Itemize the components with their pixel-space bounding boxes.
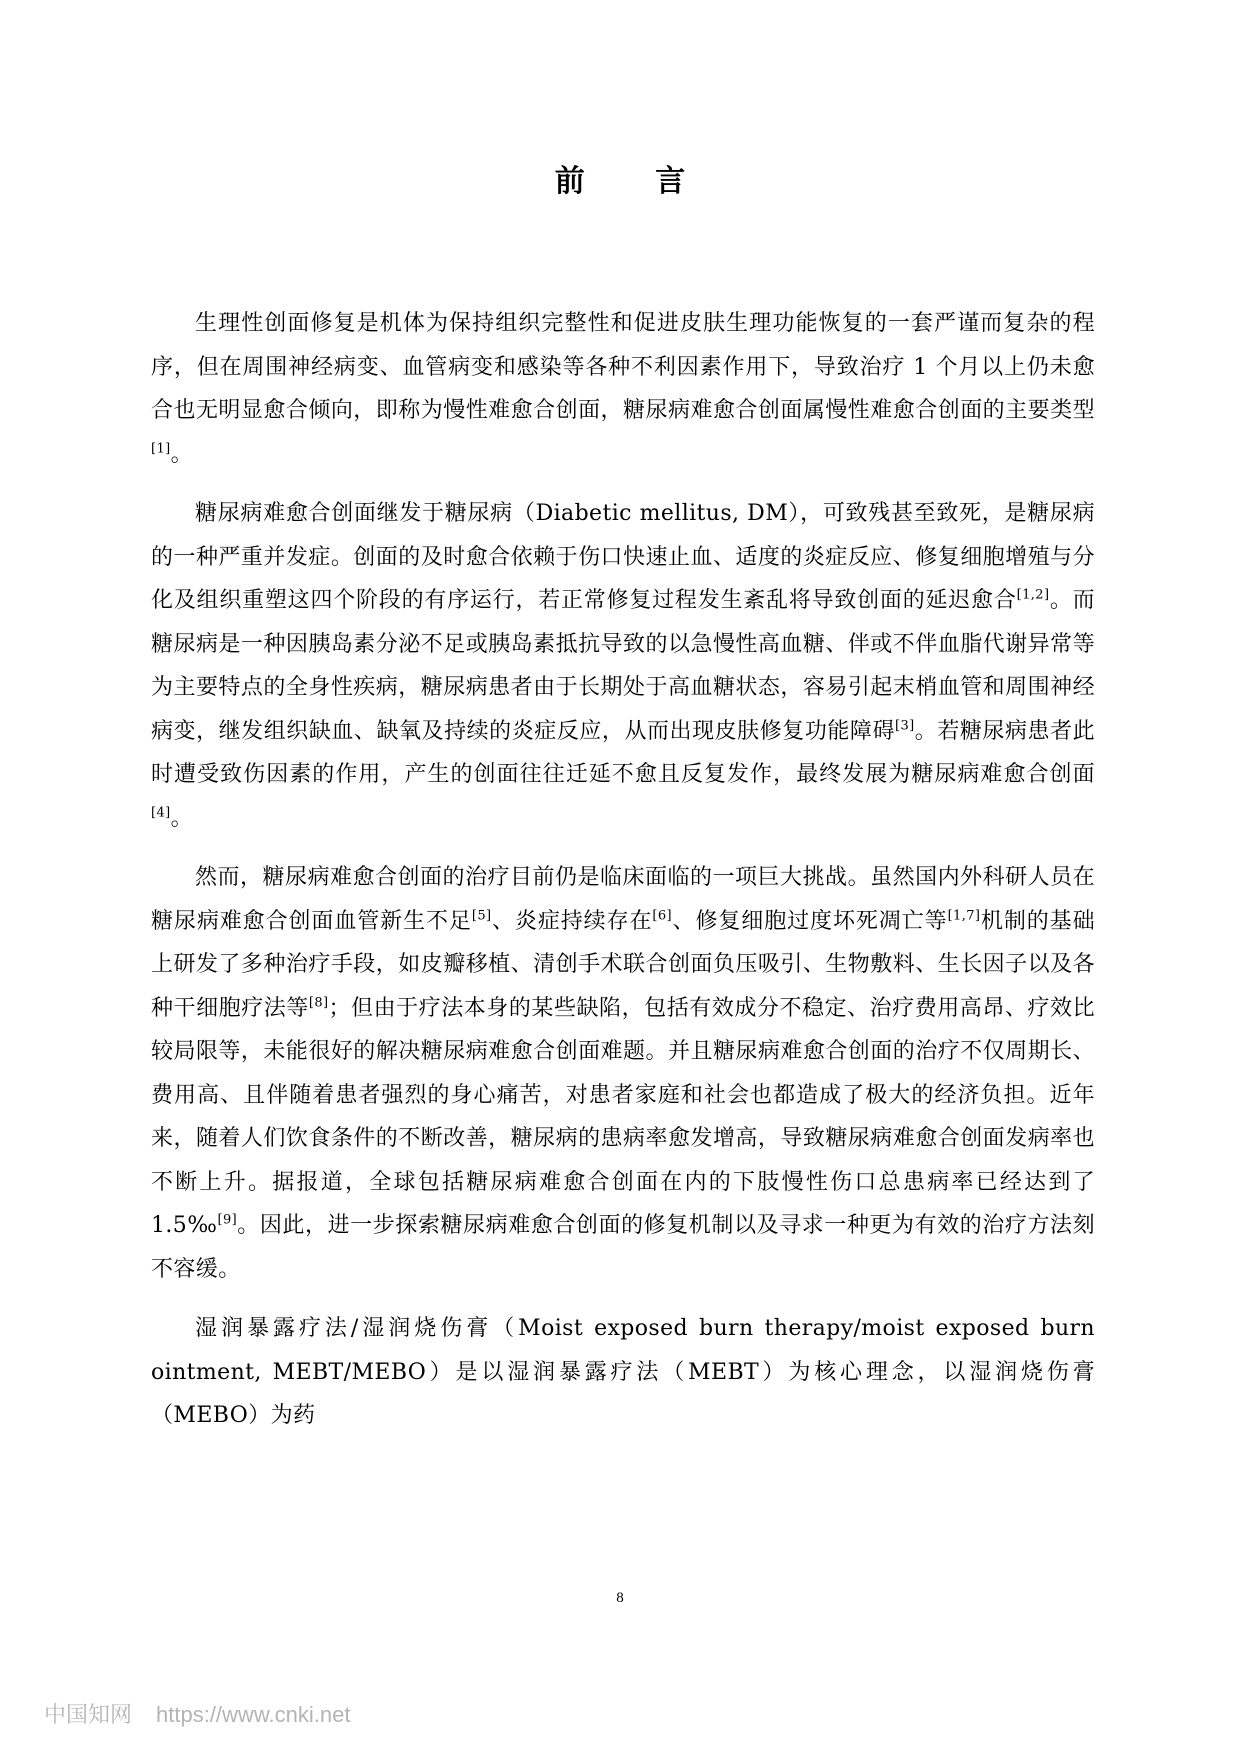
watermark-url: https://www.cnki.net (156, 1702, 351, 1727)
paragraph (151, 1307, 1095, 1438)
paragraph (151, 302, 1095, 476)
paragraph-text: 。 (170, 441, 194, 467)
paragraph-text: 。 (170, 805, 194, 831)
citation-marker: [5] (471, 908, 492, 924)
paragraph-text: 、炎症持续存在 (491, 908, 653, 934)
body-text (151, 302, 1095, 1454)
paragraph-text: 湿润暴露疗法/湿润烧伤膏（Moist exposed burn therapy/moist exposed burn ointment, MEBT/MEBO）是以湿润暴露疗法（MEBT）为核心理念，以湿润烧伤膏（MEBO）为药 (151, 1316, 1095, 1428)
citation-marker: [1,2] (1016, 587, 1050, 603)
paragraph (151, 492, 1095, 840)
paragraph (151, 856, 1095, 1291)
citation-marker: [1,7] (947, 908, 981, 924)
paragraph-text: 、修复细胞过度坏死凋亡等 (672, 908, 948, 934)
page-title: 前 言 (554, 164, 716, 199)
paragraph-text: 生理性创面修复是机体为保持组织完整性和促进皮肤生理功能恢复的一套严谨而复杂的程序，但在周围神经病变、血管病变和感染等各种不利因素作用下，导致治疗 1 个月以上仍未愈合也无明显愈合倾向，即称为慢性难愈合创面，糖尿病难愈合创面属慢性难愈合创面的主要类型 (151, 311, 1095, 423)
paragraph-text: 机制的基础上研发了多种治疗手段，如皮瓣移植、清创手术联合创面负压吸引、生物敷料、生长因子以及各种干细胞疗法等 (151, 908, 1095, 1021)
citation-marker: [6] (652, 908, 673, 924)
citation-marker: [8] (308, 995, 329, 1011)
paragraph-text: 。因此，进一步探索糖尿病难愈合创面的修复机制以及寻求一种更为有效的治疗方法刻不容缓。 (151, 1213, 1096, 1282)
citation-marker: [1] (151, 441, 171, 457)
citation-marker: [3] (895, 718, 915, 734)
citation-marker: [9] (217, 1212, 238, 1228)
watermark-brand: 中国知网 (44, 1703, 133, 1728)
paragraph-text: 糖尿病难愈合创面继发于糖尿病（Diabetic mellitus, DM），可致残甚至致死，是糖尿病的一种严重并发症。创面的及时愈合依赖于伤口快速止血、适度的炎症反应、修复细胞增殖与分化及组织重塑这四个阶段的有序运行，若正常修复过程发生紊乱将导致创面的延迟愈合 (151, 501, 1095, 613)
paragraph-text: 。若糖尿病患者此时遭受致伤因素的作用，产生的创面往往迁延不愈且反复发作，最终发展为糖尿病难愈合创面 (151, 718, 1096, 787)
page-number: 8 (616, 1590, 624, 1606)
paragraph-text: 然而，糖尿病难愈合创面的治疗目前仍是临床面临的一项巨大挑战。虽然国内外科研人员在糖尿病难愈合创面血管新生不足 (151, 865, 1095, 934)
paragraph-text: ；但由于疗法本身的某些缺陷，包括有效成分不稳定、治疗费用高昂、疗效比较局限等，未能很好的解决糖尿病难愈合创面难题。并且糖尿病难愈合创面的治疗不仅周期长、费用高、且伴随着患者强烈的身心痛苦，对患者家庭和社会也都造成了极大的经济负担。近年来，随着人们饮食条件的不断改善，糖尿病的患病率愈发增高，导致糖尿病难愈合创面发病率也不断上升。据报道，全球包括糖尿病难愈合创面在内的下肢慢性伤口总患病率已经达到了 1.5‰ (151, 995, 1095, 1238)
paragraph-text: 。而糖尿病是一种因胰岛素分泌不足或胰岛素抵抗导致的以急慢性高血糖、伴或不伴血脂代谢异常等为主要特点的全身性疾病，糖尿病患者由于长期处于高血糖状态，容易引起末梢血管和周围神经病变，继发组织缺血、缺氧及持续的炎症反应，从而出现皮肤修复功能障碍 (151, 588, 1095, 744)
citation-marker: [4] (151, 805, 171, 821)
cnki-watermark (44, 1698, 350, 1729)
